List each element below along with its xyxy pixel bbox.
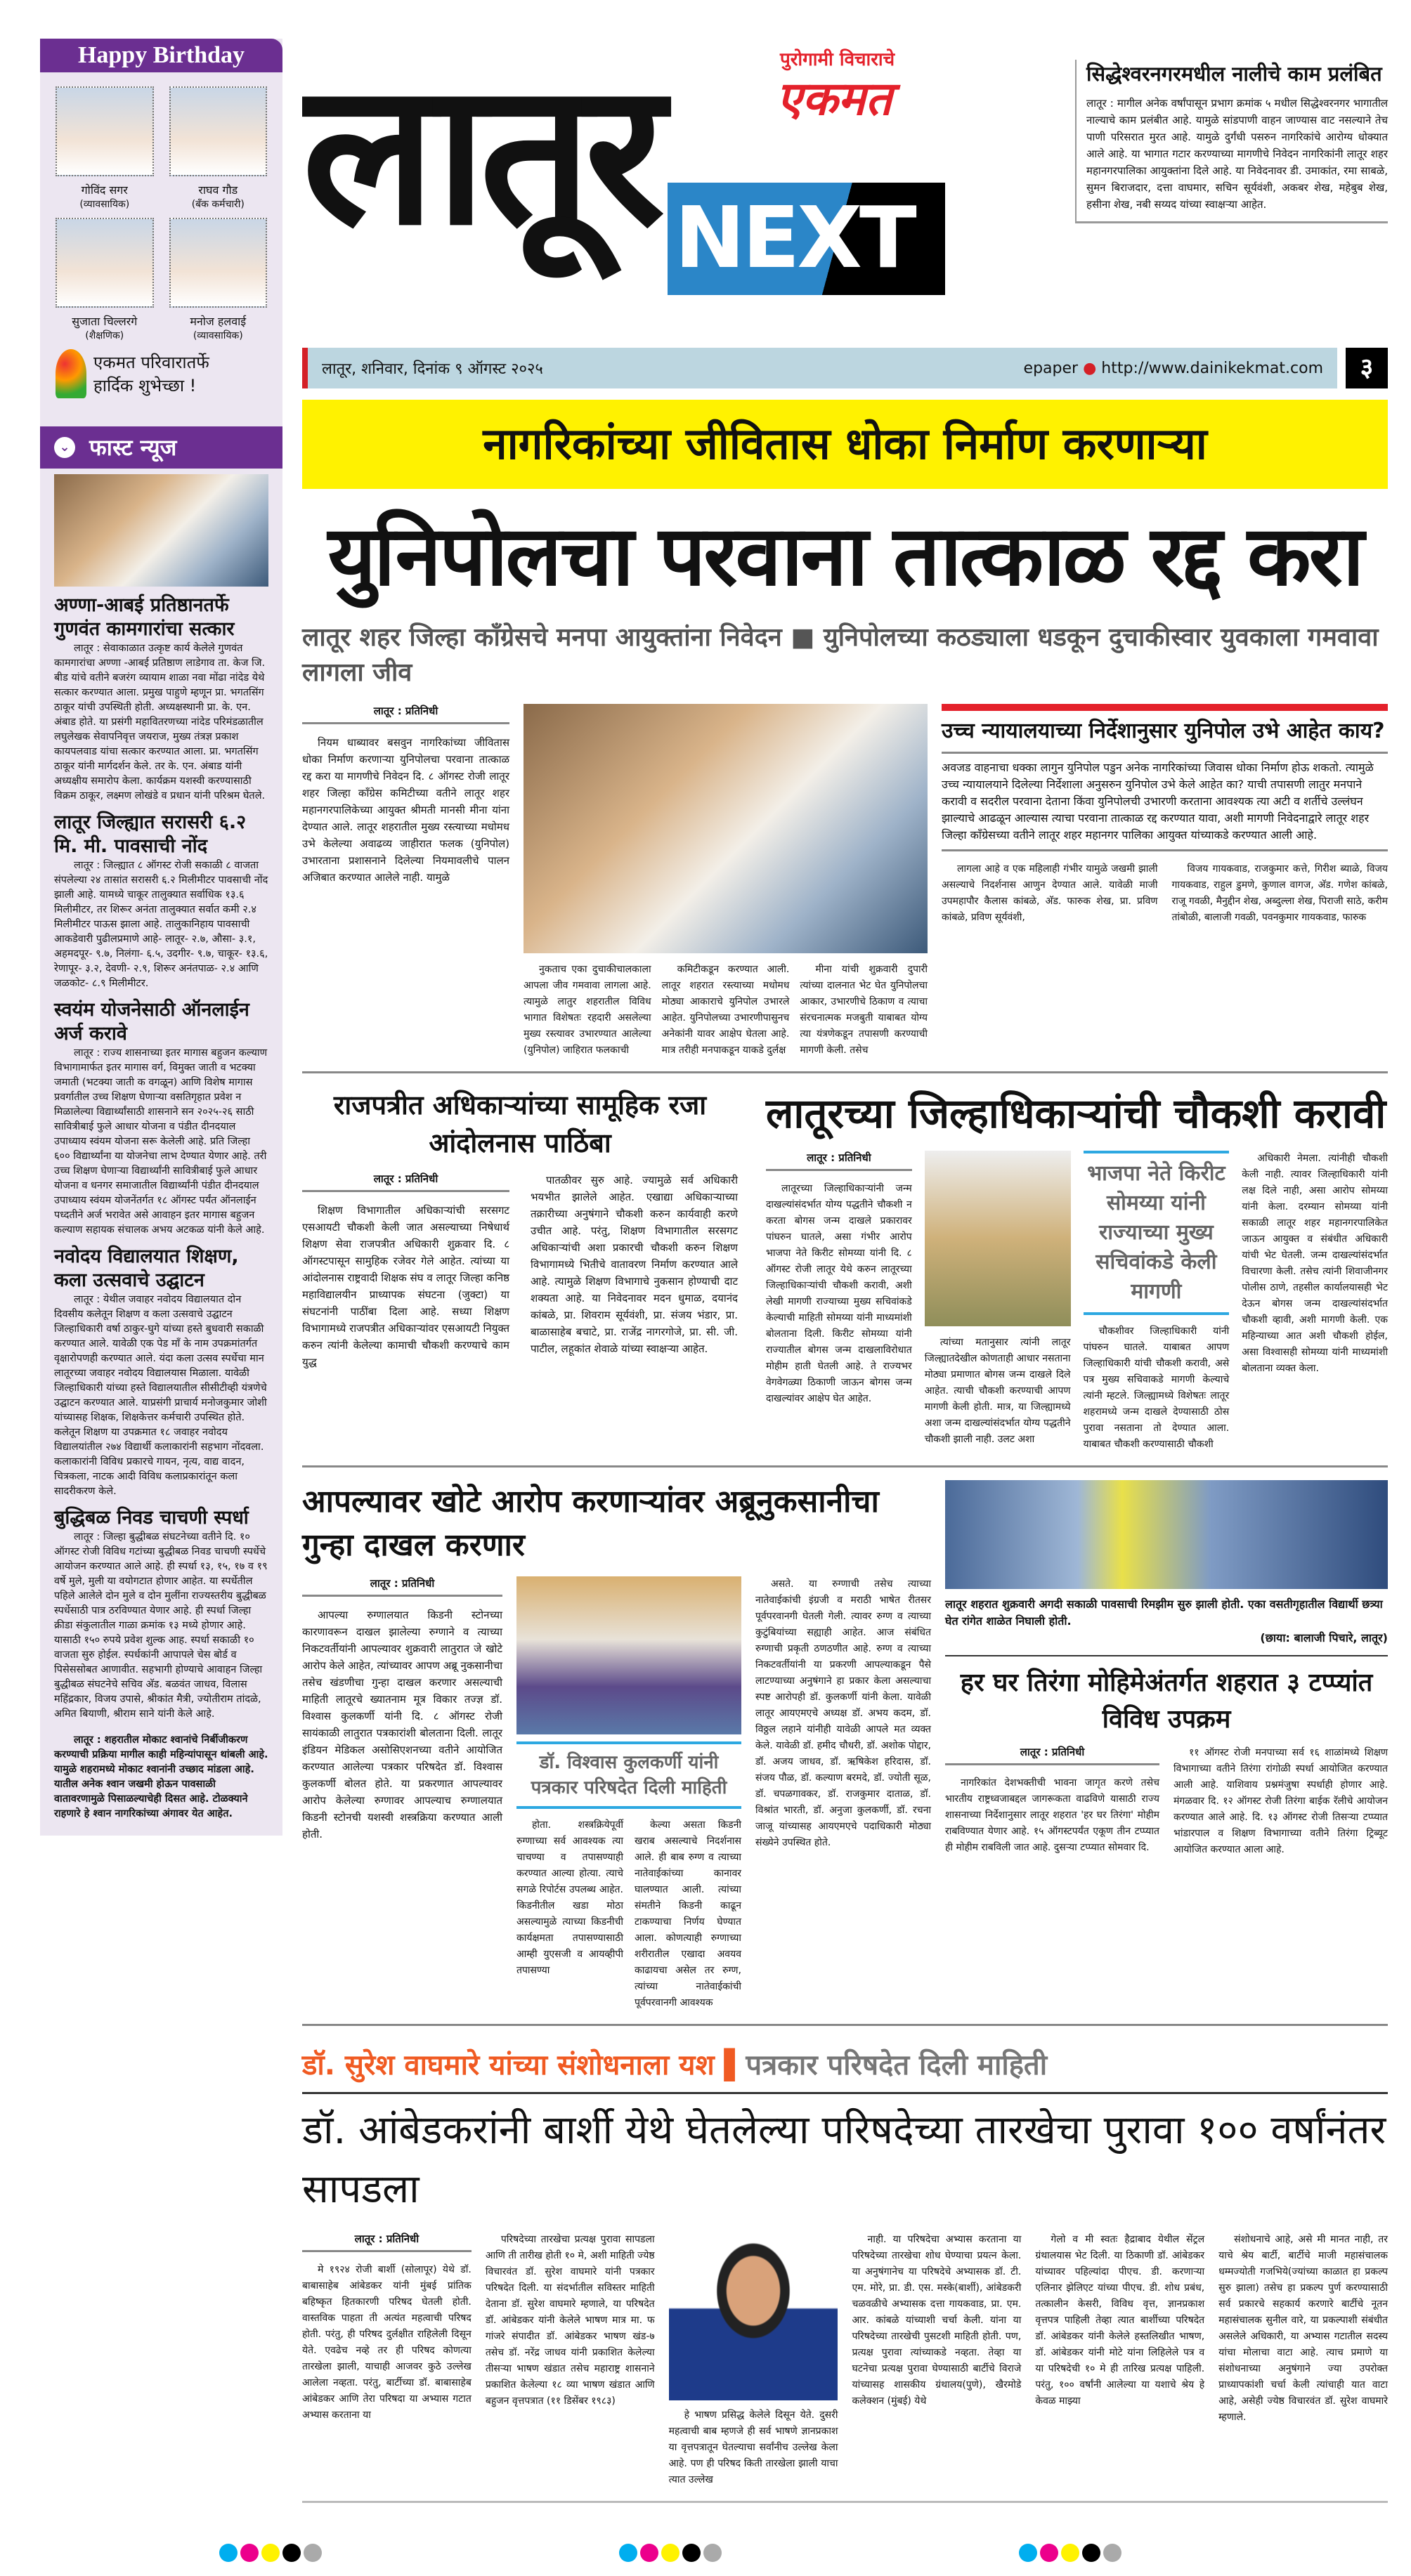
epaper-label: epaper: [1023, 359, 1079, 377]
birthday-grid: [40, 72, 282, 342]
epaper-link[interactable]: [1024, 360, 1323, 377]
felicitation-photo: [54, 474, 268, 587]
logo-area: [302, 39, 1061, 334]
registration-dot: [1103, 2544, 1121, 2562]
rajpatrit-headline: राजपत्रीत अधिकाऱ्यांच्या सामूहिक रजा आंदोलनास पाठिंबा: [333, 1089, 707, 1158]
registration-dot: [1040, 2544, 1058, 2562]
article-text: नुकताच एका दुचाकीचालकाला आपला जीव गमवावा लागला आहे. त्यामुळे लातुर शहरातील विविध भागात विशेषतः रहदारी असलेल्या मुख्य रस्त्यावर उभारण्यात आलेल्या (युनिपोल) जाहिरात फलकाची: [524, 963, 651, 1056]
person-photo: [56, 86, 154, 176]
registration-dot: [282, 2544, 301, 2562]
rajpatrit-columns: [302, 1172, 738, 1371]
article-text: हे भाषण प्रसिद्ध केलेले दिसून येते. दुसरी महत्वाची बाब म्हणजे ही सर्व भाषणे ज्ञानप्रकाश या वृत्तपत्रातून घेतल्याचा सर्वांनीच उल्लेख केला आहे. पण ही परिषद किती तारखेला झाली याचा त्यात उल्लेख: [668, 2410, 838, 2486]
registration-dot: [1019, 2544, 1037, 2562]
ambedkar-col-3: [669, 2232, 838, 2488]
color-registration-marks: [1019, 2544, 1121, 2562]
ambedkar-columns: [302, 2232, 1388, 2488]
news-body: लातूर : येथील जवाहर नवोदय विद्यालयात दोन दिवसीय कलेतून शिक्षण व कला उत्सवाचे उद्घाटन जिल्हाधिकारी वर्षा ठाकुर-घुगे यांच्या हस्ते बुधवारी सकाळी करण्यात आले. यावेळी एक पेड माँ के नाम उपक्रमांतर्गत वृक्षारोपणही करण्यात आले. यंदा कला उत्सव स्पर्धेचा मान लातूरच्या जवाहर नवोदय विद्यालयास मिळाला. यावेळी जिल्हाधिकारी यांच्या हस्ते विद्यालयातील सीसीटीव्ही यंत्रणेचे उद्घाटन करण्यात आले. याप्रसंगी प्राचार्य मनोजकुमार जोशी यांच्यासह शिक्षक, शिक्षकेत्तर कर्मचारी उपस्थित होते. कलेतून शिक्षण या उपक्रमात १८ जवाहर नवोदय विद्यालयांतील २७४ विद्यार्थी कलाकारांनी सहभाग नोंदवला. कलाकारांनी विविध प्रकारचे गायन, नृत्य, वाद्य वादन, चित्रकला, नाटक आदी विविध कलाप्रकारांतून कला सादरीकरण केले.: [54, 1294, 267, 1497]
site-url[interactable]: http://www.dainikekmat.com: [1101, 359, 1323, 377]
article-text: पातळीवर सुरु आहे. ज्यामुळे सर्व अधिकारी भयभीत झालेले आहेत. एखाद्या अधिकाऱ्याच्या तक्रारीच्या अनुषंगाने चौकशी करुन कार्यवाही करणे उचीत आहे. परंतु, शिक्षण विभागातील सरसगट अधिकाऱ्यांची अशा प्रकारची चौकशी करुन शिक्षण विभागामध्ये भितीचे वातावरण निर्माण करण्यात आले आहे. त्यामुळे शिक्षण विभागाचे नुकसान होण्याची दाट शक्यता आहे. या निवेदनावर मदन धुमाळ, दयानंद कांबळे, प्रा. शिवराम सूर्यवंशी, प्रा. संजय भंडार, प्रा. बाळासाहेब बचाटे, प्रा. राजेंद्र नागरगोजे, प्रा. सी. जी. पाटील, लहूकांत शेवाळे यांच्या स्वाक्षऱ्या आहेत.: [531, 1173, 738, 1355]
registration-dot: [1082, 2544, 1100, 2562]
lead-middle: [524, 704, 928, 1059]
news-item: [40, 1733, 282, 1822]
tiranga-col-1: [945, 1745, 1159, 1858]
color-registration-marks: [619, 2544, 722, 2562]
news-body: लातूर : शहरातील मोकाट श्वानांचे निर्बीजीकरण करण्याची प्रक्रिया मागील काही महिन्यांपासून थांबली आहे. यामुळे शहरामध्ये मोकाट श्वानांनी उच्छाद मांडला आहे. यातील अनेक श्वान जखमी होऊन पावसाळी वातावरणामुळे पिसाळल्याचेही दिसत आहे. टोळक्याने राहणारे हे श्वान नागरिकांच्या अंगावर येत आहेत.: [54, 1734, 268, 1819]
wish-line: एकमत परिवारातर्फे: [93, 353, 209, 372]
registration-dot: [1061, 2544, 1079, 2562]
news-item: [40, 1245, 282, 1499]
photo-caption: डॉ. विश्वास कुलकर्णी यांनी पत्रकार परिषदेत दिली माहिती: [516, 1741, 741, 1809]
article-text: लातूरच्या जिल्हाधिकाऱ्यांनी जन्म दाखल्यांसंदर्भात योग्य पद्धतीने चौकशी न करता बोगस जन्म दाखले प्रकारावर पांघरुन घातले, असा गंभीर आरोप भाजपा नेते किरीट सोमय्या यांनी दि. ८ ऑगस्ट रोजी लातूर येथे करुन लातूरच्या जिल्हाधिकाऱ्यांची चौकशी करावी, अशी लेखी मागणी राज्याच्या मुख्य सचिवांकडे केल्याची माहिती सोमय्या यांनी माध्यमांशी बोलताना दिली. किरीट सोमय्या यांनी राज्यातील बोगस जन्म दाखलाविरोधात मोहीम हाती घेतली आहे. ते राज्यभर वेगवेगळ्या ठिकाणी जाऊन बोगस जन्म दाखल्यांवर आक्षेप घेत आहेत.: [766, 1182, 912, 1404]
byline: लातूर : प्रतिनिधी: [302, 704, 509, 724]
news-body: लातूर : सेवाकाळात उत्कृष्ट कार्य केलेले गुणवंत कामगारांचा अण्णा -आबई प्रतिष्ठाण लाडेगाव ता. केज जि. बीड यांचे वतीने बजरंग व्यायाम शाळा नवा मोंढा नांदेड येथे सत्कार करण्यात आला. प्रमुख पाहुणे म्हणून प्रा. भगतसिंग ठाकूर यांची उपस्थिती होती. अध्यक्षस्थानी प्रा. के. एन. अंबाड होते. या प्रसंगी महावितरणच्या नांदेड परिमंडळातील लघुलेखक सेवापनिवृत्त जयराज, मुख्य तंत्रज्ञ प्रकाश कायपलवाड यांचा सत्कार करण्यात आला. प्रा. भगतसिंग ठाकूर यांनी मार्गदर्शन केले. तर के. एन. अंबाड यांनी अध्यक्षीय समारोप केला. कार्यक्रम यशस्वी करण्यासाठी विक्रम ठाकूर, लक्ष्मण लोखंडे व प्रधान यांनी परिश्रम घेतले.: [54, 643, 266, 802]
article-text: विजय गायकवाड, राजकुमार कत्ते, गिरीश ब्याळे, विजय गायकवाड, राहुल डुमणे, कुणाल वागज, अ‍ॅड. गणेश कांबळे, राजू गवळी, मैनुद्दीन शेख, अब्दुल्ला शेख, पिराजी साठे, करीम तांबोळी, बालाजी गवळी, पवनकुमार गायकवाड, फारुक: [1171, 863, 1388, 923]
article-text: चौकशीवर जिल्हाधिकारी यांनी पांघरुन घातले. याबाबत आपण जिल्हाधिकारी यांची चौकशी करावी, असे पत्र मुख्य सचिवाकडे मागणी केल्याचे त्यांनी म्हटले. जिल्ह्यामध्ये विशेषतः लातूर शहरामध्ये जन्म दाखले देण्यासाठी ठोस पुरावा नसताना तो देण्यात आला. याबाबत चौकशी करण्यासाठी चौकशी: [1083, 1325, 1230, 1450]
kicker-separator: ▌: [714, 2049, 746, 2082]
date-bar: [302, 348, 1337, 388]
news-headline: बुद्धिबळ निवड चाचणी स्पर्धा: [54, 1507, 249, 1529]
next-logo: NEXT: [668, 183, 945, 295]
article-text: लागला आहे व एक महिलाही गंभीर यामुळे जखमी झाली असल्याचे निदर्शनास आणुन देण्यात आले. यावेळी माजी उपमहापौर कैलास कांबळे, अ‍ॅड. फारुक शेख, प्रा. प्रविण कांबळे, प्रविण सूर्यवंशी,: [942, 863, 1158, 923]
article-text: शिक्षण विभागातील अधिकाऱ्यांची सरसगट एसआयटी चौकशी केली जात असल्याच्या निषेधार्थ शिक्षण सेवा राजपत्रीत अधिकारी शुक्रवार दि. ८ ऑगस्टपासून सामुहिक रजेवर गेले आहेत. त्यांच्या या आंदोलनास राष्ट्रवादी शिक्षक संघ व लातूर जिल्हा कनिष्ठ महाविद्यालयीन प्राध्यापक संघटना (जुक्टा) या संघटनांनी पाठींबा दिला आहे. सध्या शिक्षण विभागामध्ये राजपत्रीत अधिकाऱ्यांवर एसआयटी नियुक्त करुन त्यांनी केलेल्या कामाची चौकशी करण्याचे काम युद्ध: [302, 1203, 509, 1368]
edition-date: लातूर, शनिवार, दिनांक ९ ऑगस्ट २०२५: [322, 360, 543, 378]
person-name: राघव गौड: [198, 183, 238, 197]
registration-dot: [682, 2544, 701, 2562]
news-headline: अण्णा-आबई प्रतिष्ठानतर्फे गुणवंत कामगारांचा सत्कार: [54, 594, 235, 640]
kulkarni-middle: [516, 1576, 741, 2011]
ambedkar-kicker: [302, 2039, 1388, 2094]
birthday-person: [169, 86, 268, 211]
rajpatrit-col-1: [302, 1172, 509, 1371]
lead-col-1: [302, 704, 509, 886]
lead-headline: युनिपोलचा परवाना तात्काळ रद्द करा: [327, 506, 1363, 604]
date-row: [302, 348, 1388, 388]
byline: लातूर : प्रतिनिधी: [302, 2232, 472, 2252]
article-text: नागरिकांत देशभक्तीची भावना जागृत करणे तसेच भारतीय राष्ट्रध्वजाबद्दल जागरूकता वाढविणे यासाठी राज्य शासनाच्या निर्देशानुसार लातूर शहरात 'हर घर तिरंगा' मोहीम राबविण्यात येणार आहे. १५ ऑगस्टपर्यंत एकूण तीन टप्प्यात ही मोहीम राबविली जात आहे. दुसऱ्या टप्प्यात सोमवार दि.: [945, 1777, 1159, 1853]
registration-dot: [640, 2544, 658, 2562]
person-photo: [56, 218, 154, 308]
color-registration-marks: [219, 2544, 322, 2562]
kulkarni-middle-columns: [516, 1817, 741, 2011]
registration-dot: [304, 2544, 322, 2562]
lead-subheadline: लातूर शहर जिल्हा काँग्रेसचे मनपा आयुक्तांना निवेदन ■ युनिपोलच्या कठड्याला धडकून दुचाकीस्वार युवकाला गमवावा लागला जीव: [302, 622, 1379, 688]
tiranga-headline: हर घर तिरंगा मोहिमेअंतर्गत शहरात ३ टप्प्यांत विविध उपक्रम: [960, 1668, 1373, 1734]
article-text: संशोधनाचे आहे, असे मी मानत नाही, तर याचे श्रेय बार्टी, बार्टीचे माजी महासंचालक धम्मज्योती गजभिये(ज्यांच्या काळात हा प्रकल्प सुरु झाला) तसेच हा प्रकल्प पुर्ण करण्यासाठी सर्व प्रकारचे सहकार्य करणारे बार्टीचे नूतन महासंचालक सुनील वारे, या प्रकल्पाशी संबंधीत असलेले अधिकारी, या अभ्यास गटातील सदस्य यांचा मोलाचा वाटा आहे. त्याच प्रमाणे या संशोधनाच्या अनुषंगाने ज्या उपरोक्त प्राध्यापकांशी चर्चा केली त्यांचाही यात वाटा आहे, असेही ज्येष्ठ विचारवंत डॉ. सुरेश वाघमारे म्हणाले.: [1218, 2234, 1388, 2424]
person-role: (बँक कर्मचारी): [191, 199, 245, 210]
kulkarni-article: [302, 1480, 931, 2011]
birthday-title: Happy Birthday: [40, 39, 282, 72]
page-number: ३: [1346, 348, 1388, 388]
rain-photo: [945, 1480, 1388, 1589]
kicker-red: डॉ. सुरेश वाघमारे यांच्या संशोधनाला यश: [302, 2049, 715, 2082]
masthead-logo: लातूर: [302, 40, 658, 269]
article-text: आपल्या रुग्णालयात किडनी स्टोनच्या कारणावरून दाखल झालेल्या रुग्णाने व त्याच्या निकटवर्तीयांनी आपल्यावर शुक्रवारी लातुरात जे खोटे आरोप केले आहेत, त्यांच्यावर आपण अब्रू नुकसानीचा तसेच खंडणीचा गुन्हा दाखल करणार असल्याची माहिती लातूरचे ख्यातनाम मूत्र विकार तज्ज्ञ डॉ. विश्वास कुलकर्णी यांनी दि. ८ ऑगस्ट रोजी सायंकाळी लातुरात पत्रकारांशी बोलताना दिली. लातूर इंडियन मेडिकल असोसिएशनच्या वतीने आयोजित करण्यात आलेल्या पत्रकार परिषदेत डॉ. विश्वास कुलकर्णी बोलत होते. या प्रकरणात आपल्यावर आरोप केलेल्या रुग्णावर आपल्याच रुग्णालयात किडनी स्टोनची यशस्वी शस्त्रक्रिया करण्यात आली होती.: [302, 1609, 502, 1841]
lead-article: [302, 704, 1388, 1059]
masthead: [302, 39, 1388, 334]
news-item: [40, 1506, 282, 1722]
rain-photo-caption: लातूर शहरात शुक्रवारी अगदी सकाळी पावसाची रिमझीम सुरु झाली होती. एका वसतीगृहातील विद्यार्थी छत्र्या घेत रांगेत शाळेत निघाली होती.: [945, 1597, 1383, 1628]
birthday-person: [169, 218, 268, 342]
somaiya-photo: [925, 1151, 1071, 1326]
section-3: [302, 1480, 1388, 2011]
person-name: गोविंद सगर: [81, 183, 128, 197]
registration-dot: [219, 2544, 238, 2562]
brief-body: लातूर : मागील अनेक वर्षांपासून प्रभाग क्रमांक ५ मधील सिद्धेश्वरनगर भागातील नाल्याचे काम प्रलंबीत आहे. यामुळे सांडपाणी वाहन जाण्यास वाट नसल्याने तेच पाणी परिसरात मुरत आहे. यामुळे दुर्गंधी पसरुन नागरिकांचे आरोग्य धोक्यात आले आहे. या भागात गटार करण्याच्या मागणीचे निवेदन नागरिकांनी लातूर शहर महानगरपालिका आयुक्तांना दिले आहे. या निवेदनावर डी. उमाकांत, रमा साबळे, सुमन बिराजदार, दत्ता वाघमार, सचिन सूर्यवंशी, अकबर शेख, महेबुब शेख, हसीना शेख, नबी सय्यद यांच्या स्वाक्षऱ्या आहेत.: [1086, 97, 1388, 211]
ambedkar-portrait: [669, 2232, 838, 2400]
pull-quote: भाजपा नेते किरीट सोमय्या यांनी राज्याच्या मुख्य सचिवांकडे केली मागणी: [1084, 1151, 1230, 1315]
byline: लातूर : प्रतिनिधी: [766, 1151, 912, 1171]
section-2: [302, 1086, 1388, 1453]
article-text: परिषदेच्या तारखेचा प्रत्यक्ष पुरावा सापडला आणि ती तारीख होती १० मे, अशी माहिती ज्येष्ठ विचारवंत डॉ. सुरेश वाघमारे यांनी पत्रकार परिषदेत दिली. या संदर्भातील सविस्तर माहिती देताना डॉ. सुरेश वाघमारे म्हणाले, या परिषदेत डॉ. आंबेडकर यांनी केलेले भाषण मात्र मा. फ गांजरे संपादीत डॉ. आंबेडकर भाषण खंड-७ तसेच डॉ. नरेंद्र जाधव यांनी प्रकाशित केलेल्या तीसऱ्या भाषण खंडात तसेच महाराष्ट्र शासनाने प्रकाशित केलेल्या १८ व्या भाषण खंडात आणि बहुजन वृत्तपत्रात (११ डिसेंबर १९८३): [485, 2234, 655, 2407]
article-text: केल्या असता किडनी खराब असल्याचे निदर्शनास आले. ही बाब रुग्ण व त्याच्या नातेवाईकांच्या कानावर घालण्यात आली. त्यांच्या संमतीने किडनी काढून टाकण्याचा निर्णय घेण्यात आला. कोणत्याही रुग्णाच्या शरीरातील एखादा अवयव काढायचा असेल तर रुग्ण, त्यांच्या नातेवाईकांची पूर्वपरवानगी आवश्यक: [635, 1819, 741, 2009]
news-item: [40, 811, 282, 991]
chaukashi-col-2: [925, 1151, 1071, 1453]
birthday-person: [56, 218, 154, 342]
chaukashi-article: [766, 1086, 1388, 1453]
registration-dot: [703, 2544, 722, 2562]
article-text: होता. शस्त्रक्रियेपूर्वी रुग्णाच्या सर्व आवश्यक त्या चाचण्या व तपासण्याही करण्यात आल्या होत्या. त्याचे सगळे रिपोर्टस उपलब्ध आहेत. किडनीतील खडा मोठा असल्यामुळे त्याच्या किडनीची कार्यक्षमता तपासण्यासाठी आम्ही युएसजी व आयव्हीपी तपासण्या: [516, 1819, 623, 1977]
kulkarni-col-1: [302, 1576, 502, 2011]
person-name: मनोज हलवाई: [190, 315, 247, 328]
brand-name: एकमत: [776, 72, 892, 126]
divider: [945, 1655, 1388, 1656]
ambedkar-col-1: [302, 2232, 472, 2424]
byline: लातूर : प्रतिनिधी: [302, 1172, 509, 1192]
article-text: कमिटीकडून करण्यात आली. लातूर शहरात रस्त्याच्या मधोमध मोठ्या आकाराचे युनिपोल उभारले आहेत. युनिपोलच्या उभारणीपासुनच अनेकांनी यावर आक्षेप घेतला आहे. मात्र तरीही मनपाकडून याकडे दुर्लक्ष: [661, 963, 790, 1056]
sidebox-body: अवजड वाहनाचा धक्का लागुन युनिपोल पडुन अनेक नागरिकांच्या जिवास धोका निर्माण होऊ शकतो. त्यामुळे उच्च न्यायालयाने दिलेल्या निर्देशाला अनुसरुन युनिपोल उभे केले आहेत का? याची तपासणी लातुर मनपाने करावी व सदरील परवाना देताना किंवा युनिपोलची उभारणी करताना आवश्यक त्या अटी व शर्तीचे उल्लंघन झाल्याचे आढळून आल्यास त्याचा परवाना तात्काळ रद्द करण्यात यावा, अशी मागणी निवेदनाद्वारे लातूर शहर जिल्हा काँग्रेसच्या वतीने लातूर शहर महानगर पालिका आयुक्त यांच्याकडे करण्यात आली आहे.: [942, 754, 1388, 851]
brief-headline: सिद्धेश्वरनगरमधील नालीचे काम प्रलंबित: [1086, 62, 1382, 86]
news-body: लातूर : जिल्ह्यात ८ ऑगस्ट रोजी सकाळी ८ वाजता संपलेल्या २४ तासांत सरासरी ६.२ मिलीमीटर पावसाची नोंद झाली आहे. यामध्ये चाकूर तालुक्यात सर्वाधिक १३.६ मिलीमीटर, तर शिरूर अनंता तालुक्यात सर्वात कमी २.४ मिलीमीटर पाऊस झाला आहे. तालुकानिहाय पावसाची आकडेवारी पुढीलप्रमाणे आहे- लातूर- २.७, औसा- ३.१, अहमदपूर- ९.७, निलंगा- ६.५, उदगीर- ९.७, चाकूर- १३.६, रेणापूर- ३.२, देवणी- २.९, शिरूर अनंतपाळ- २.४ आणि जळकोट- ८.९ मिलीमीटर.: [54, 860, 268, 989]
article-text: नियम धाब्यावर बसवुन नागरिकांच्या जीवितास धोका निर्माण करणाऱ्या युनिपोलचा परवाना तात्काळ रद्द करा या मागणीचे निवेदन दि. ८ ऑगस्ट रोजी लातूर शहर जिल्हा काँग्रेस कमिटीच्या वतीने लातूर शहर महानगरपालिकेच्या आयुक्त श्रीमती मानसी मीना यांना देण्यात आले. लातूर शहरातील मुख्य रस्त्याच्या मधोमध उभे केलेल्या अवाढव्य जाहीरात फलक (युनिपोल) उभारताना प्रशासनाने दिलेल्या नियमावलीचे पालन अजिबात करण्यात आलेले नाही. यामुळे: [302, 735, 509, 884]
article-text: अधिकारी नेमला. त्यांनीही चौकशी केली नाही. त्यावर जिल्हाधिकारी यांनी लक्ष दिले नाही, असा आरोप सोमय्या यांनी केला. दरम्यान सोमय्या यांनी सकाळी लातूर शहर महानगरपालिकेत जाऊन आयुक्त व संबंधीत अधिकारी यांची भेट घेतली. जन्म दाखल्यांसंदर्भात विचारणा केली. तसेच त्यांनी शिवाजीनगर पोलीस ठाणे, तहसील कार्यालयासही भेट देऊन बोगस जन्म दाखल्यांसंदर्भात चौकशी व्हावी, अशी मागणी केली. एक महिन्याच्या आत अशी चौकशी होईल, असा विश्वासही सोमय्या यांनी माध्यमांशी बोलताना व्यक्त केला.: [1242, 1152, 1388, 1374]
print-marks: [0, 2537, 1411, 2576]
main-content: [302, 39, 1388, 2516]
registration-dot: [661, 2544, 680, 2562]
tiranga-columns: [945, 1745, 1388, 1858]
divider: [302, 1071, 1388, 1073]
sidebar: [40, 39, 282, 1836]
person-photo: [169, 86, 268, 176]
article-text: त्यांच्या मतानुसार त्यांनी लातूर जिल्ह्यातदेखील कोणताही आधार नसताना मोठ्या प्रमाणात बोगस जन्म दाखले दिले आहेत. त्याची चौकशी करण्याची आपण मागणी केली होती. मात्र, या जिल्ह्यामध्ये अशा जन्म दाखल्यांसंदर्भात योग्य पद्धतीने चौकशी झाली नाही. उलट अशा: [924, 1336, 1071, 1445]
fast-news-header: [40, 426, 282, 469]
wish-line: हार्दिक शुभेच्छा !: [93, 376, 197, 395]
chaukashi-columns: [766, 1151, 1388, 1453]
chaukashi-col-1: [766, 1151, 912, 1453]
person-photo: [169, 218, 268, 308]
kulkarni-headline: आपल्यावर खोटे आरोप करणाऱ्यांवर अब्रूनुकसानीचा गुन्हा दाखल करणार: [302, 1483, 879, 1563]
news-body: लातूर : राज्य शासनाच्या इतर मागास बहुजन कल्याण विभागामार्फत इतर मागास वर्ग, विमुक्त जाती व भटक्या जमाती (भटक्या जाती क वगळून) आणि विशेष मागास प्रवर्गातील उच्च शिक्षण घेणाऱ्या वसतिगृहात प्रवेश न मिळालेल्या विद्यार्थ्यांसाठी शासनाने सन २०२५-२६ साठी सावित्रीबाई फुले आधार योजना व पंडीत दीनदयाल उपाध्याय स्वंयम योजना सरू केलेली आहे. प्रति जिल्हा ६०० विद्यार्थ्यांना या योजनेचा लाभ देण्यात येणार आहे. तरी उच्च शिक्षण घेणाऱ्या विद्यार्थ्यांनी सावित्रीबाई फुले आधार योजना व धनगर समाजातील विद्यार्थ्यांनी पंडीत दीनदयाल उपाध्याय स्वंयम योजनेंतर्गत १८ ऑगस्ट पर्यंत ऑनलाईन पध्दतीने अर्ज भरावेत असे आवाहन इतर मागास बहुजन कल्याण सहायक संचालक अभय अटकळ यांनी केले आहे.: [54, 1047, 268, 1236]
fast-news-title: फास्ट न्यूज: [89, 434, 177, 461]
article-text: मीना यांची शुक्रवारी दुपारी त्यांच्या दालनात भेट घेत युनिपोलचा आकार, उभारणीचे ठिकाण व त्याचा संरचनात्मक मजबुती याबाबत योग्य त्या यंत्रणेकडून तपासणी करण्याची मागणी केली. तसेच: [800, 963, 928, 1056]
article-text: मे १९२४ रोजी बार्शी (सोलापूर) येथे डॉ. बाबासाहेब आंबेडकर यांनी मुंबई प्रांतिक बहिष्कृत हितकारणी परिषद घेतली होती. वास्तविक पाहता ती अत्यंत महत्वाची परिषद होती. परंतु, ही परिषद दुर्लक्षीत राहिलेली दिसून येते. एवढेच नव्हे तर ही परिषद कोणत्या तारखेला झाली, याचाही आजवर कुठे उल्लेख आलेला नव्हता. परंतु, बार्टीच्या डॉ. बाबासाहेब आंबेडकर आणि तेरा परिषदा या अभ्यास गटात अभ्यास करताना या: [302, 2264, 472, 2421]
lead-right: [942, 704, 1388, 926]
press-conference-photo: [516, 1576, 741, 1734]
divider: [302, 2024, 1388, 2026]
person-role: (व्यावसायिक): [79, 199, 130, 210]
divider: [302, 1465, 1388, 1467]
rajpatrit-article: [302, 1086, 738, 1371]
birthday-person: [56, 86, 154, 211]
lead-banner: नागरिकांच्या जीवितास धोका निर्माण करणाऱ्या: [302, 400, 1388, 489]
news-headline: नवोदय विद्यालयात शिक्षण, कला उत्सवाचे उद्घाटन: [54, 1245, 239, 1291]
ambedkar-headline: डॉ. आंबेडकरांनी बार्शी येथे घेतलेल्या परिषदेच्या तारखेचा पुरावा १०० वर्षांनंतर सापडला: [302, 2107, 1386, 2213]
kicker-grey: पत्रकार परिषदेत दिली माहिती: [746, 2049, 1048, 2082]
photo-credit: (छाया: बालाजी पिचारे, लातूर): [1260, 1630, 1388, 1645]
byline: लातूर : प्रतिनिधी: [945, 1745, 1159, 1765]
news-body: लातूर : जिल्हा बुद्धीबळ संघटनेच्या वतीने दि. १० ऑगस्ट रोजी विविध गटांच्या बुद्धीबळ निवड चाचणी स्पर्धेचे आयोजन करण्यात आले आहे. ही स्पर्धा १३, १५, १७ व १९ वर्षे मुले, मुली या वयोगटात होणार आहेत. या स्पर्धेतील पहिले आलेले दोन मुले व दोन मुलींना राज्यस्तरीय बुद्धीबळ स्पर्धेसाठी पात्र ठरविण्यात येणार आहे. ही स्पर्धा जिल्हा क्रीडा संकुलातील गाळा क्रमांक १३ मध्ये होणार आहे. यासाठी १५० रुपये प्रवेश शुल्क आह. स्पर्धा सकाळी १० वाजता सुरु होईल. स्पर्धकांनी आपापले चेस बोर्ड व पिसेससोबत आणावीत. सहभागी होण्याचे आवाहन जिल्हा बुद्धीबळ संघटनेचे सचिव अ‍ॅड. बळवंत जाधव, विलास महिंद्रकार, विजय उपासे, श्रीकांत मैत्री, ज्योतीराम तांदळे, अमित बियाणी, श्रीराम साने यांनी केले आहे.: [54, 1531, 268, 1720]
article-text: नाही. या परिषदेचा अभ्यास करताना या परिषदेच्या तारखेचा शोध घेण्याचा प्रयत्न केला. या अनुषंगानेच या परिषदेचे अभ्यासक डॉ. टी. एम. मोरे, प्रा. डी. एस. मस्के(बार्शी), आंबेडकरी चळवळीचे अभ्यासक दत्ता गायकवाड, प्रा. एम. आर. कांबळे यांच्याशी चर्चा केली. यांना या परिषदेच्या तारखेची पुसटशी माहिती होती. पण, प्रत्यक्ष पुरावा त्यांच्याकडे नव्हता. तेव्हा या घटनेचा प्रत्यक्ष पुरावा घेण्यासाठी बार्टीचे विराजे यांच्यासह शासकीय ग्रंथालय(पुणे), खैरमोडे कलेक्शन (मुंबई) येथे: [852, 2234, 1022, 2407]
news-item: [40, 998, 282, 1238]
pointer-icon: ●: [1083, 359, 1097, 377]
lead-right-columns: [942, 861, 1388, 926]
brand-tagline: पुरोगामी विचाराचे: [780, 49, 895, 70]
bouquet-icon: [56, 349, 86, 398]
kulkarni-columns: [302, 1576, 931, 2011]
chaukashi-headline: लातूरच्या जिल्हाधिकाऱ्यांची चौकशी करावी: [766, 1089, 1386, 1137]
registration-dot: [619, 2544, 637, 2562]
news-item: [40, 594, 282, 804]
chevron-down-icon: ⌄: [54, 437, 75, 458]
section-3-right: [945, 1480, 1388, 1858]
lead-middle-columns: [524, 962, 928, 1059]
news-headline: लातूर जिल्ह्यात सरासरी ६.२ मि. मी. पावसाची नोंद: [54, 811, 247, 857]
person-name: सुजाता चिल्लरगे: [72, 315, 138, 328]
article-text: गेलो व मी स्वतः हैद्राबाद येथील सेंट्रल ग्रंथालयास भेट दिली. या ठिकाणी डॉ. आंबेडकर यांच्यावर पहिल्यांदा पीएच. डी. करणाऱ्या एलिनार झेलिएट यांच्या पीएच. डी. शोध प्रबंध, तत्कालीन केसरी, विविध वृत्त, ज्ञानप्रकाश वृत्तपत्र पाहिली तेव्हा त्यात बार्शीच्या परिषदेत डॉ. आंबेडकर यांनी केलेले हस्तलिखीत भाषण, डॉ. आंबेडकर यांनी मोटे यांना लिहिलेले पत्र व या परिषदेची १० मे ही तारिख प्रत्यक्ष पाहिली. परंतु, १०० वर्षांनी आलेल्या या यशाचे श्रेय हे केवळ माझ्या: [1035, 2234, 1205, 2407]
top-right-brief: [1075, 60, 1388, 223]
person-role: (शैक्षणिक): [85, 330, 124, 341]
chaukashi-col-3: [1084, 1151, 1230, 1453]
lead-sidebox: [942, 704, 1388, 851]
article-text: असते. या रुग्णाची तसेच त्याच्या नातेवाईकांची इंग्रजी व मराठी भाषेत रीतसर पूर्वपरवानगी घेतली गेली. त्यावर रुग्ण व त्याच्या कुटुंबियांच्या सह्याही आहेत. आज संबंधित रुग्णाची प्रकृती ठणठणीत आहे. रुग्ण व त्याच्या निकटवर्तीयांनी या प्रकरणी आपल्याकडून पैसे लाटण्याच्या अनुषंगाने हा प्रकार केला असल्याचा स्पष्ट आरोपही डॉ. कुलकर्णी यांनी केला. यावेळी लातूर आयएमएचे अध्यक्ष डॉ. अभय कदम, डॉ. विठ्ठल लहाने यांनीही यावेळी आपले मत व्यक्त केले. यावेळी डॉ. हमीद चौधरी, डॉ. अशोक पोद्दार, डॉ. अजय जाधव, डॉ. ऋषिकेश हरिदास, डॉ. संजय पौळ, डॉ. कल्याण बरमदे, डॉ. ज्योती सूळ, डॉ. चपळगावकर, डॉ. राजकुमार दाताळ, डॉ. विश्रांत भारती, डॉ. अनुजा कुलकर्णी, डॉ. रचना जाजू यांच्यासह आयएमएचे पदाधिकारी मोठ्या संख्येने उपस्थित होते.: [755, 1578, 931, 1849]
lead-photo: [524, 704, 928, 953]
news-headline: स्वयंम योजनेसाठी ऑनलाईन अर्ज करावे: [54, 999, 249, 1045]
divider: [302, 2501, 1388, 2503]
person-role: (व्यावसायिक): [193, 330, 243, 341]
byline: लातूर : प्रतिनिधी: [302, 1576, 502, 1597]
sidebox-headline: उच्च न्यायालयाच्या निर्देशानुसार युनिपोल उभे आहेत काय?: [942, 711, 1388, 754]
birthday-wish: [40, 342, 282, 405]
registration-dot: [240, 2544, 259, 2562]
registration-dot: [261, 2544, 280, 2562]
article-text: ११ ऑगस्ट रोजी मनपाच्या सर्व १६ शाळांमध्ये शिक्षण विभागाच्या वतीने तिरंगा रांगोळी स्पर्धा आयोजित करण्यात आली आहे. याशिवाय प्रश्नमंजुषा स्पर्धाही होणार आहे. मंगळवार दि. १२ ऑगस्ट रोजी तिरंगा बाईक रॅलीचे आयोजन करण्यात आले आहे. दि. १३ ऑगस्ट रोजी तिसऱ्या टप्प्यात भांडारपाल व शिक्षण विभागाच्या वतीने तिरंगा ट्रिब्यूट आयोजित करण्यात आला आहे.: [1173, 1746, 1388, 1855]
